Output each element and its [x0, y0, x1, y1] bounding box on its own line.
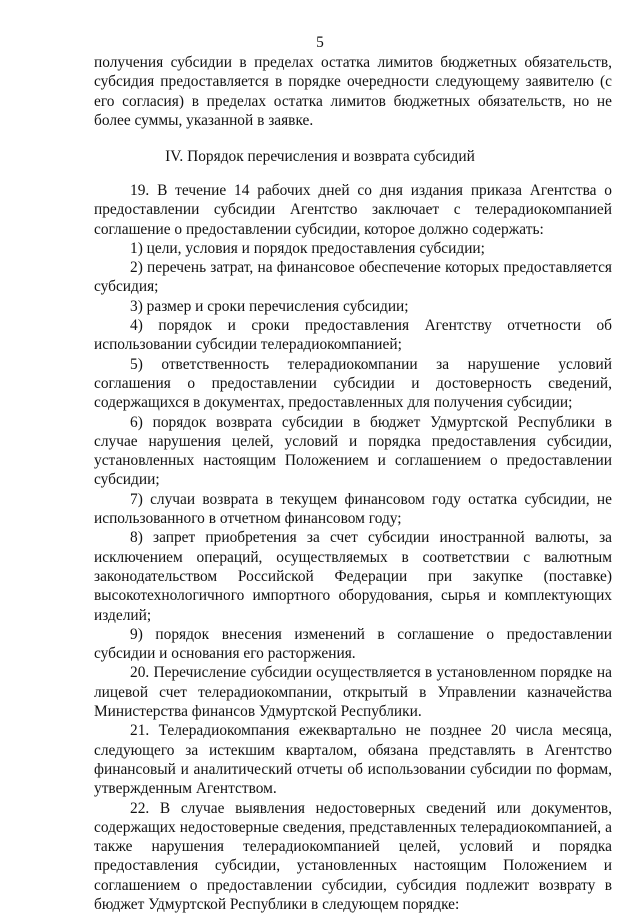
paragraph-22: 22. В случае выявления недостоверных сведений или документов, содержащих недостоверные сведения, представленных телерадиокомпанией, а также нарушения телерадиокомпанией целей, условий и порядка предоставления субсидии, установленных настоящим Положением и соглашением о предоставлении субсидии, субсидия подлежит возврату в бюджет Удмуртской Республики в следующем порядке:: [94, 799, 612, 914]
list-item-8: 8) запрет приобретения за счет субсидии иностранной валюты, за исключением операций, осуществляемых в соответствии с валютным законодательством Российской Федерации при закупке (поставке) высокотехнологичного импортного оборудования, сырья и комплектующих изделий;: [94, 528, 612, 624]
paragraph-21: 21. Телерадиокомпания ежеквартально не позднее 20 числа месяца, следующего за истекшим кварталом, обязана представлять в Агентство финансовый и аналитический отчеты об использовании субсидии по формам, утвержденным Агентством.: [94, 721, 612, 798]
intro-block: [94, 53, 612, 130]
intro-paragraph: получения субсидии в пределах остатка лимитов бюджетных обязательств, субсидия предоставляется в порядке очередности следующему заявителю (с его согласия) в пределах остатка лимитов бюджетных обязательств, но не более суммы, указанной в заявке.: [94, 53, 612, 130]
section-body: [94, 181, 612, 914]
list-item-6: 6) порядок возврата субсидии в бюджет Удмуртской Республики в случае нарушения целей, условий и порядка предоставления субсидии, установленных настоящим Положением и соглашением о предоставлении субсидии;: [94, 413, 612, 490]
list-item-3: 3) размер и сроки перечисления субсидии;: [94, 297, 612, 316]
list-item-9: 9) порядок внесения изменений в соглашение о предоставлении субсидии и основания его расторжения.: [94, 625, 612, 664]
list-item-2: 2) перечень затрат, на финансовое обеспечение которых предоставляется субсидия;: [94, 258, 612, 297]
paragraph-19: 19. В течение 14 рабочих дней со дня издания приказа Агентства о предоставлении субсидии Агентство заключает с телерадиокомпанией соглашение о предоставлении субсидии, которое должно содержать:: [94, 181, 612, 239]
list-item-7: 7) случаи возврата в текущем финансовом году остатка субсидии, не использованного в отчетном финансовом году;: [94, 490, 612, 529]
list-item-5: 5) ответственность телерадиокомпании за нарушение условий соглашения о предоставлении субсидии и достоверность сведений, содержащихся в документах, предоставленных для получения субсидии;: [94, 355, 612, 413]
page-number: 5: [0, 33, 640, 52]
section-heading: IV. Порядок перечисления и возврата субсидий: [0, 147, 640, 166]
list-item-1: 1) цели, условия и порядок предоставления субсидии;: [94, 239, 612, 258]
list-item-4: 4) порядок и сроки предоставления Агентству отчетности об использовании субсидии телерадиокомпанией;: [94, 316, 612, 355]
paragraph-20: 20. Перечисление субсидии осуществляется в установленном порядке на лицевой счет телерадиокомпании, открытый в Управлении казначейства Министерства финансов Удмуртской Республики.: [94, 663, 612, 721]
